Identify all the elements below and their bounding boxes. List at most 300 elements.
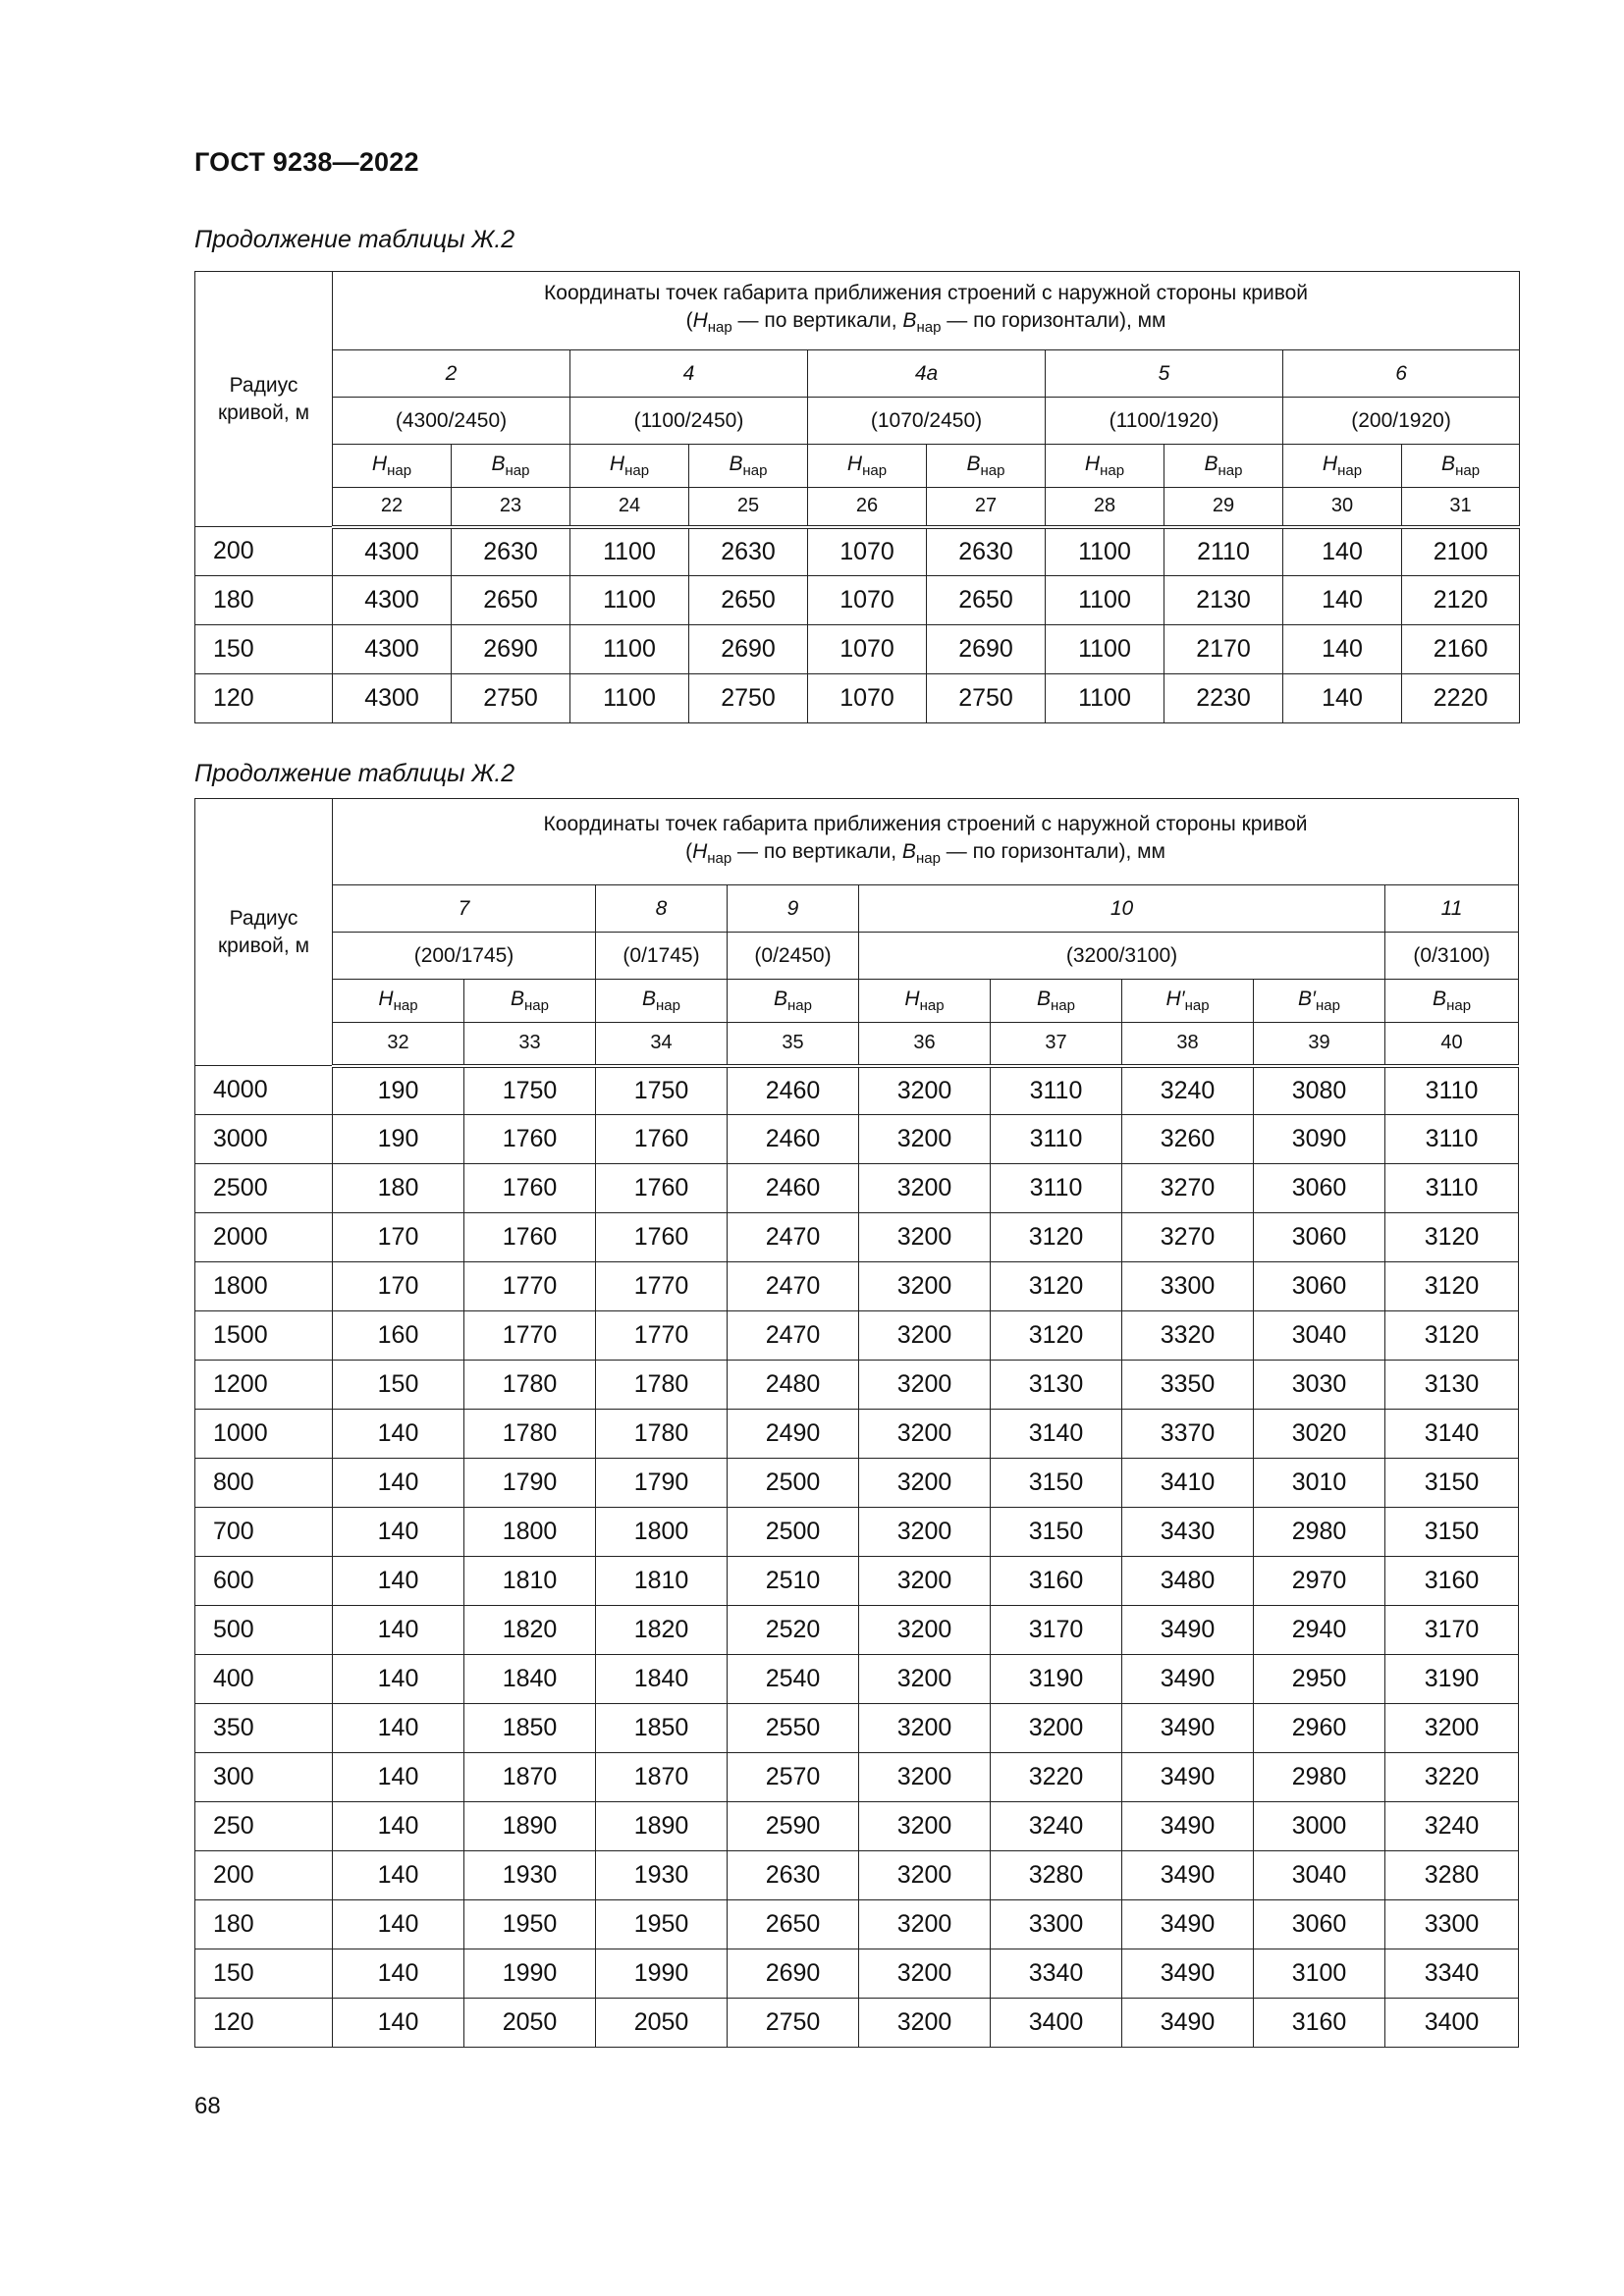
coordinate-cell: 1760: [464, 1164, 596, 1213]
coordinate-cell: 1790: [596, 1459, 728, 1508]
point-number: 4a: [808, 350, 1046, 398]
coordinate-cell: 3200: [859, 1066, 991, 1115]
coordinate-cell: 3490: [1122, 1655, 1254, 1704]
coordinate-cell: 1780: [464, 1410, 596, 1459]
coordinate-cell: 2540: [728, 1655, 859, 1704]
radius-cell: 200: [195, 527, 333, 576]
coordinate-cell: 3110: [1385, 1164, 1519, 1213]
coordinate-cell: 3300: [1385, 1900, 1519, 1949]
column-index: 29: [1164, 488, 1283, 527]
table-row: [195, 1361, 1519, 1410]
coordinate-cell: 140: [333, 1999, 464, 2048]
symbol-letter: H: [1084, 453, 1101, 475]
symbol-letter: H′: [1165, 988, 1185, 1010]
symbol-letter: B: [774, 988, 788, 1010]
coordinate-cell: 3260: [1122, 1115, 1254, 1164]
coordinate-cell: 2460: [728, 1115, 859, 1164]
table-row: [195, 1753, 1519, 1802]
coordinate-cell: 1800: [464, 1508, 596, 1557]
radius-cell: 180: [195, 1900, 333, 1949]
coordinate-cell: 1100: [570, 576, 689, 625]
coordinate-cell: 2480: [728, 1361, 859, 1410]
coordinate-cell: 1100: [1046, 674, 1164, 723]
table-row: [195, 625, 1520, 674]
symbol-letter: H: [1322, 453, 1338, 475]
table-row: [195, 1802, 1519, 1851]
coordinate-cell: 3200: [859, 1262, 991, 1311]
coordinate-cell: 2650: [927, 576, 1046, 625]
clearance-table-1: [194, 271, 1520, 723]
coordinate-cell: 2230: [1164, 674, 1283, 723]
point-number: 10: [859, 885, 1385, 933]
header-row-ratios: [195, 933, 1519, 980]
column-symbol: [333, 980, 464, 1023]
coordinate-cell: 2650: [728, 1900, 859, 1949]
coordinate-cell: 3190: [991, 1655, 1122, 1704]
point-number: 2: [333, 350, 570, 398]
table-row: [195, 1704, 1519, 1753]
coordinate-cell: 3200: [859, 1949, 991, 1999]
coordinate-cell: 1760: [596, 1213, 728, 1262]
coordinate-cell: 1100: [570, 527, 689, 576]
coordinate-cell: 3160: [1385, 1557, 1519, 1606]
coordinate-cell: 3150: [1385, 1459, 1519, 1508]
symbol-letter: B: [1441, 453, 1456, 475]
coordinate-cell: 3200: [859, 1999, 991, 2048]
symbol-letter: H: [378, 988, 394, 1010]
coordinate-cell: 3160: [991, 1557, 1122, 1606]
coordinate-cell: 140: [1283, 576, 1402, 625]
coordinate-cell: 1790: [464, 1459, 596, 1508]
radius-cell: 700: [195, 1508, 333, 1557]
coordinate-cell: 2980: [1254, 1753, 1385, 1802]
table-row: [195, 1066, 1519, 1115]
symbol-subscript: нар: [742, 462, 768, 479]
radius-cell: 2500: [195, 1164, 333, 1213]
header-row-points: [195, 885, 1519, 933]
symbol-subscript: нар: [1184, 997, 1210, 1014]
point-coordinates: (200/1920): [1283, 398, 1520, 445]
column-symbol: [1046, 445, 1164, 488]
radius-cell: 300: [195, 1753, 333, 1802]
coordinate-cell: 3200: [859, 1164, 991, 1213]
coordinate-cell: 140: [333, 1410, 464, 1459]
document-header: ГОСТ 9238—2022: [194, 147, 419, 177]
coordinate-cell: 3120: [991, 1311, 1122, 1361]
column-index: 28: [1046, 488, 1164, 527]
symbol-letter: B: [1433, 988, 1447, 1010]
coordinate-cell: 2120: [1402, 576, 1520, 625]
header-row-ratios: [195, 398, 1520, 445]
coordinate-cell: 3160: [1254, 1999, 1385, 2048]
point-coordinates: (0/1745): [596, 933, 728, 980]
radius-cell: 500: [195, 1606, 333, 1655]
column-index: 35: [728, 1023, 859, 1066]
symbol-subscript: нар: [1218, 462, 1243, 479]
radius-cell: 180: [195, 576, 333, 625]
coordinate-cell: 2490: [728, 1410, 859, 1459]
coordinate-cell: 3110: [1385, 1115, 1519, 1164]
coordinate-cell: 170: [333, 1213, 464, 1262]
coordinate-cell: 3240: [1122, 1066, 1254, 1115]
coordinate-cell: 3100: [1254, 1949, 1385, 1999]
column-index: 31: [1402, 488, 1520, 527]
point-coordinates: (1100/2450): [570, 398, 808, 445]
coordinate-cell: 3030: [1254, 1361, 1385, 1410]
coordinate-cell: 3490: [1122, 1949, 1254, 1999]
column-index: 39: [1254, 1023, 1385, 1066]
symbol-subscript: нар: [1315, 997, 1340, 1014]
header-row-main: [195, 799, 1519, 885]
coordinate-cell: 1770: [596, 1311, 728, 1361]
coordinate-cell: 2130: [1164, 576, 1283, 625]
coordinate-cell: 1950: [596, 1900, 728, 1949]
coordinate-cell: 3240: [1385, 1802, 1519, 1851]
coordinate-cell: 3060: [1254, 1164, 1385, 1213]
coordinate-cell: 3200: [859, 1213, 991, 1262]
coordinate-cell: 3140: [1385, 1410, 1519, 1459]
coordinates-header-line1: Координаты точек габарита приближения строений с наружной стороны кривой: [543, 813, 1308, 835]
coordinate-cell: 1800: [596, 1508, 728, 1557]
radius-cell: 120: [195, 1999, 333, 2048]
coordinates-header-line2: [333, 307, 1519, 342]
coordinate-cell: 1930: [596, 1851, 728, 1900]
coordinate-cell: 3490: [1122, 1753, 1254, 1802]
coordinate-cell: 3280: [1385, 1851, 1519, 1900]
coordinate-cell: 3040: [1254, 1851, 1385, 1900]
symbol-subscript: нар: [919, 997, 945, 1014]
symbol-letter: H: [846, 453, 863, 475]
coordinate-cell: 2630: [452, 527, 570, 576]
coordinate-cell: 3300: [991, 1900, 1122, 1949]
symbol-letter: H: [371, 453, 388, 475]
coordinate-cell: 3200: [859, 1459, 991, 1508]
coordinate-cell: 140: [333, 1508, 464, 1557]
column-index: 23: [452, 488, 570, 527]
coordinate-cell: 3190: [1385, 1655, 1519, 1704]
coordinate-cell: 3270: [1122, 1164, 1254, 1213]
coordinate-cell: 3220: [1385, 1753, 1519, 1802]
coordinate-cell: 3200: [859, 1115, 991, 1164]
coordinate-cell: 1750: [464, 1066, 596, 1115]
coordinate-cell: 3170: [1385, 1606, 1519, 1655]
coordinate-cell: 2050: [464, 1999, 596, 2048]
coordinate-cell: 3490: [1122, 1900, 1254, 1949]
coordinate-cell: 190: [333, 1115, 464, 1164]
column-symbol: [1283, 445, 1402, 488]
coordinate-cell: 3410: [1122, 1459, 1254, 1508]
coordinate-cell: 3480: [1122, 1557, 1254, 1606]
symbol-letter: H: [904, 988, 920, 1010]
coordinate-cell: 3200: [859, 1606, 991, 1655]
coordinate-cell: 3200: [859, 1557, 991, 1606]
header-row-symbols: [195, 445, 1520, 488]
coordinate-cell: 1070: [808, 625, 927, 674]
coordinate-cell: 1770: [464, 1262, 596, 1311]
column-symbol: [728, 980, 859, 1023]
coordinate-cell: 2690: [452, 625, 570, 674]
coordinate-cell: 3320: [1122, 1311, 1254, 1361]
symbol-subscript: нар: [524, 997, 549, 1014]
coordinate-cell: 3200: [859, 1410, 991, 1459]
radius-cell: 3000: [195, 1115, 333, 1164]
coordinate-cell: 2690: [728, 1949, 859, 1999]
coordinate-cell: 3400: [991, 1999, 1122, 2048]
table-row: [195, 1213, 1519, 1262]
point-coordinates: (200/1745): [333, 933, 596, 980]
column-index: 33: [464, 1023, 596, 1066]
coordinate-cell: 3120: [991, 1262, 1122, 1311]
coordinate-cell: 3200: [859, 1753, 991, 1802]
table-row: [195, 1851, 1519, 1900]
table-row: [195, 1949, 1519, 1999]
coordinate-cell: 190: [333, 1066, 464, 1115]
column-index: 27: [927, 488, 1046, 527]
coordinate-cell: 1070: [808, 674, 927, 723]
column-symbol: [859, 980, 991, 1023]
coordinate-cell: 140: [333, 1655, 464, 1704]
h-subscript: нар: [707, 319, 732, 336]
table-row: [195, 1311, 1519, 1361]
coordinate-cell: 1760: [596, 1115, 728, 1164]
coordinate-cell: 1100: [1046, 576, 1164, 625]
symbol-subscript: нар: [393, 997, 418, 1014]
coordinate-cell: 3430: [1122, 1508, 1254, 1557]
coordinate-cell: 1070: [808, 576, 927, 625]
coordinate-cell: 3200: [1385, 1704, 1519, 1753]
table2-caption: Продолжение таблицы Ж.2: [194, 760, 515, 787]
coordinate-cell: 1890: [596, 1802, 728, 1851]
column-symbol: [927, 445, 1046, 488]
radius-cell: 200: [195, 1851, 333, 1900]
coordinates-header: [333, 272, 1520, 350]
coordinate-cell: 3150: [1385, 1508, 1519, 1557]
coordinate-cell: 1810: [596, 1557, 728, 1606]
coordinate-cell: 3200: [859, 1851, 991, 1900]
coordinate-cell: 170: [333, 1262, 464, 1311]
table1-caption: Продолжение таблицы Ж.2: [194, 226, 515, 253]
symbol-subscript: нар: [505, 462, 530, 479]
page-number: 68: [194, 2093, 221, 2119]
coordinates-header-line1: Координаты точек габарита приближения строений с наружной стороны кривой: [544, 282, 1309, 304]
coordinate-cell: 2470: [728, 1311, 859, 1361]
point-number: 4: [570, 350, 808, 398]
coordinate-cell: 2750: [689, 674, 808, 723]
column-index: 30: [1283, 488, 1402, 527]
symbol-subscript: нар: [980, 462, 1005, 479]
h-symbol: H: [692, 840, 708, 863]
column-index: 25: [689, 488, 808, 527]
radius-header: Радиус кривой, м: [195, 272, 333, 527]
column-symbol: [991, 980, 1122, 1023]
paren-open: (: [685, 840, 693, 863]
point-number: 7: [333, 885, 596, 933]
coordinate-cell: 2110: [1164, 527, 1283, 576]
coordinate-cell: 2500: [728, 1508, 859, 1557]
paren-open: (: [685, 309, 693, 332]
table-row: [195, 1999, 1519, 2048]
h-description: — по вертикали,: [731, 840, 902, 863]
table-row: [195, 527, 1520, 576]
coordinate-cell: 3010: [1254, 1459, 1385, 1508]
coordinate-cell: 3000: [1254, 1802, 1385, 1851]
coordinate-cell: 3490: [1122, 1606, 1254, 1655]
table-row: [195, 674, 1520, 723]
radius-cell: 400: [195, 1655, 333, 1704]
symbol-subscript: нар: [1100, 462, 1125, 479]
coordinate-cell: 3110: [991, 1164, 1122, 1213]
point-number: 9: [728, 885, 859, 933]
symbol-subscript: нар: [1446, 997, 1472, 1014]
coordinate-cell: 1820: [596, 1606, 728, 1655]
radius-cell: 1800: [195, 1262, 333, 1311]
point-coordinates: (1070/2450): [808, 398, 1046, 445]
coordinate-cell: 1780: [464, 1361, 596, 1410]
column-symbol: [808, 445, 927, 488]
coordinate-cell: 2750: [728, 1999, 859, 2048]
coordinate-cell: 2690: [927, 625, 1046, 674]
point-coordinates: (0/3100): [1385, 933, 1519, 980]
point-number: 11: [1385, 885, 1519, 933]
coordinate-cell: 3300: [1122, 1262, 1254, 1311]
coordinate-cell: 1760: [464, 1115, 596, 1164]
coordinate-cell: 3060: [1254, 1213, 1385, 1262]
coordinate-cell: 3220: [991, 1753, 1122, 1802]
h-description: — по вертикали,: [731, 309, 903, 332]
coordinate-cell: 3120: [1385, 1213, 1519, 1262]
symbol-subscript: нар: [787, 997, 812, 1014]
b-description: — по горизонтали), мм: [940, 840, 1165, 863]
table-row: [195, 1508, 1519, 1557]
symbol-subscript: нар: [862, 462, 888, 479]
column-symbol: [1122, 980, 1254, 1023]
coordinate-cell: 3340: [1385, 1949, 1519, 1999]
coordinate-cell: 3020: [1254, 1410, 1385, 1459]
coordinate-cell: 1100: [1046, 527, 1164, 576]
column-symbol: [464, 980, 596, 1023]
radius-cell: 150: [195, 1949, 333, 1999]
coordinate-cell: 3240: [991, 1802, 1122, 1851]
coordinate-cell: 3150: [991, 1508, 1122, 1557]
radius-cell: 120: [195, 674, 333, 723]
point-number: 6: [1283, 350, 1520, 398]
radius-cell: 800: [195, 1459, 333, 1508]
table-row: [195, 1115, 1519, 1164]
table-row: [195, 1164, 1519, 1213]
coordinate-cell: 3350: [1122, 1361, 1254, 1410]
coordinate-cell: 3490: [1122, 1704, 1254, 1753]
coordinate-cell: 4300: [333, 625, 452, 674]
coordinate-cell: 1870: [464, 1753, 596, 1802]
coordinate-cell: 140: [333, 1851, 464, 1900]
coordinate-cell: 3120: [991, 1213, 1122, 1262]
symbol-subscript: нар: [387, 462, 412, 479]
column-index: 37: [991, 1023, 1122, 1066]
coordinate-cell: 3200: [859, 1802, 991, 1851]
coordinate-cell: 3200: [859, 1508, 991, 1557]
coordinate-cell: 140: [333, 1704, 464, 1753]
coordinate-cell: 3200: [859, 1655, 991, 1704]
coordinate-cell: 2550: [728, 1704, 859, 1753]
b-symbol: B: [902, 309, 917, 332]
coordinate-cell: 1930: [464, 1851, 596, 1900]
point-coordinates: (4300/2450): [333, 398, 570, 445]
coordinate-cell: 3110: [991, 1066, 1122, 1115]
coordinate-cell: 1780: [596, 1410, 728, 1459]
coordinate-cell: 2460: [728, 1164, 859, 1213]
symbol-subscript: нар: [1337, 462, 1363, 479]
point-coordinates: (1100/1920): [1046, 398, 1283, 445]
column-symbol: [333, 445, 452, 488]
coordinate-cell: 3200: [859, 1704, 991, 1753]
coordinate-cell: 3110: [991, 1115, 1122, 1164]
radius-cell: 2000: [195, 1213, 333, 1262]
coordinate-cell: 1990: [596, 1949, 728, 1999]
b-subscript: нар: [916, 319, 942, 336]
column-symbol: [1385, 980, 1519, 1023]
header-row-points: [195, 350, 1520, 398]
coordinate-cell: 1850: [464, 1704, 596, 1753]
coordinate-cell: 2470: [728, 1262, 859, 1311]
coordinate-cell: 3170: [991, 1606, 1122, 1655]
column-symbol: [570, 445, 689, 488]
symbol-letter: B: [1037, 988, 1052, 1010]
coordinate-cell: 3040: [1254, 1311, 1385, 1361]
column-index: 36: [859, 1023, 991, 1066]
radius-cell: 350: [195, 1704, 333, 1753]
coordinate-cell: 140: [333, 1802, 464, 1851]
coordinate-cell: 2590: [728, 1802, 859, 1851]
coordinate-cell: 2940: [1254, 1606, 1385, 1655]
header-row-indices: [195, 488, 1520, 527]
column-symbol: [1254, 980, 1385, 1023]
coordinate-cell: 3090: [1254, 1115, 1385, 1164]
coordinate-cell: 2970: [1254, 1557, 1385, 1606]
coordinate-cell: 2750: [452, 674, 570, 723]
coordinate-cell: 2960: [1254, 1704, 1385, 1753]
b-subscript: нар: [915, 850, 941, 867]
coordinate-cell: 180: [333, 1164, 464, 1213]
coordinate-cell: 2750: [927, 674, 1046, 723]
coordinate-cell: 4300: [333, 576, 452, 625]
coordinate-cell: 1760: [596, 1164, 728, 1213]
coordinate-cell: 3490: [1122, 1999, 1254, 2048]
column-index: 34: [596, 1023, 728, 1066]
coordinate-cell: 3490: [1122, 1802, 1254, 1851]
symbol-subscript: нар: [1051, 997, 1075, 1014]
column-index: 38: [1122, 1023, 1254, 1066]
coordinate-cell: 2980: [1254, 1508, 1385, 1557]
coordinate-cell: 2220: [1402, 674, 1520, 723]
coordinate-cell: 3200: [859, 1900, 991, 1949]
coordinate-cell: 140: [333, 1557, 464, 1606]
coordinate-cell: 140: [333, 1459, 464, 1508]
table-row: [195, 1410, 1519, 1459]
radius-header: Радиус кривой, м: [195, 799, 333, 1066]
coordinate-cell: 1840: [596, 1655, 728, 1704]
coordinates-header: [333, 799, 1519, 885]
coordinate-cell: 3280: [991, 1851, 1122, 1900]
symbol-letter: B: [511, 988, 525, 1010]
symbol-subscript: нар: [1455, 462, 1481, 479]
coordinate-cell: 3130: [991, 1361, 1122, 1410]
coordinate-cell: 1850: [596, 1704, 728, 1753]
table-row: [195, 1459, 1519, 1508]
coordinate-cell: 2510: [728, 1557, 859, 1606]
header-row-main: [195, 272, 1520, 350]
header-row-symbols: [195, 980, 1519, 1023]
coordinate-cell: 3080: [1254, 1066, 1385, 1115]
